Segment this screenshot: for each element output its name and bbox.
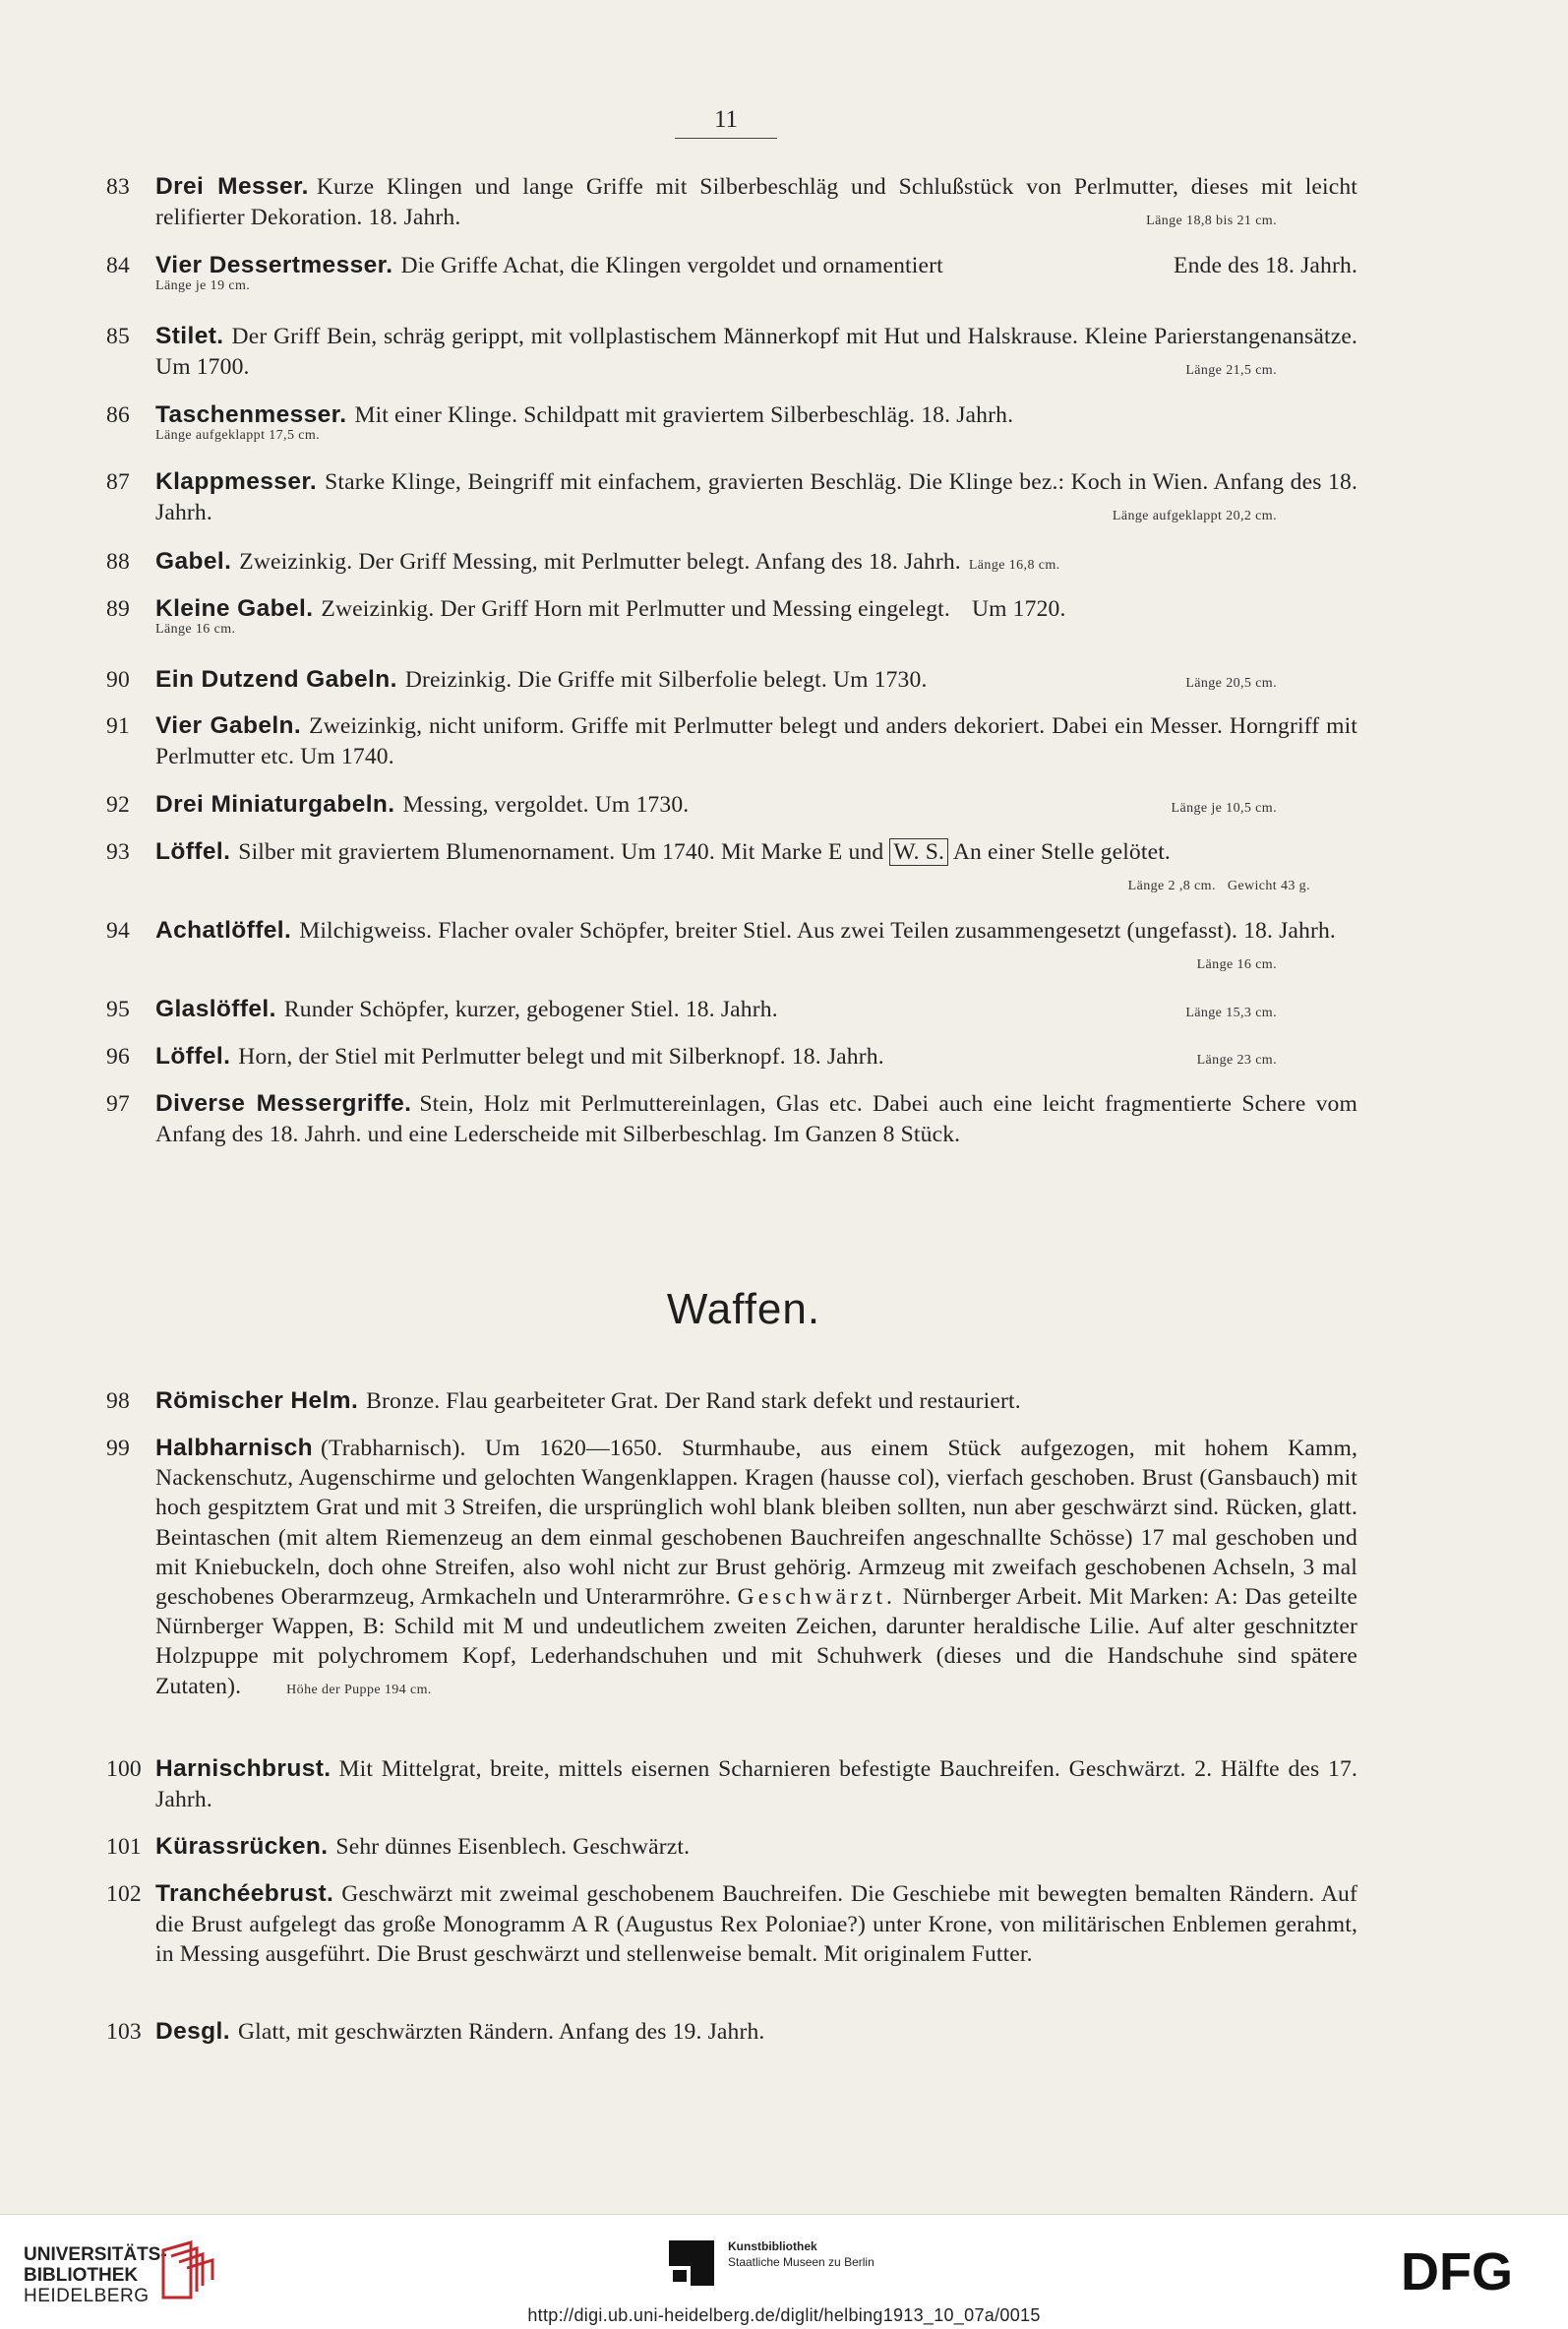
entry-measure: Länge 16 cm. [155,621,236,637]
entry-emphasis: Geschwärzt. [737,1584,896,1611]
catalog-entry [106,251,1357,295]
entry-number: 84 [106,253,130,278]
entry-title: Stilet. [155,323,224,349]
entry-measure: Höhe der Puppe 194 cm. [286,1682,432,1697]
ub-line-2: BIBLIOTHEK [24,2265,139,2286]
catalog-entry [106,711,1357,771]
entry-number: 95 [106,997,130,1022]
entry-measure: Länge 21,5 cm. [1185,362,1277,378]
entry-text: Glatt, mit geschwärzten Rändern. Anfang des 19. Jahrh. [237,2019,765,2045]
entry-title: Halbharnisch [155,1435,314,1461]
ub-line-3: HEIDELBERG [24,2286,150,2306]
entry-number: 92 [106,792,130,818]
entry-number: 85 [106,324,130,349]
entry-title: Achatlöffel. [155,917,292,944]
permalink-url[interactable]: http://digi.ub.uni-heidelberg.de/diglit/helbing1913_10_07a/0015 [527,2305,1041,2325]
catalog-entry [106,1434,1357,1705]
entry-number: 102 [106,1881,142,1907]
entry-title: Löffel. [155,838,231,865]
entry-text: Zweizinkig, nicht uniform. Griffe mit Perlmutter belegt und anders dekoriert. Dabei ein Messer. Horngriff mit Perlmutter etc. Um 1740. [155,713,1358,769]
entry-text: Starke Klinge, Beingriff mit einfachem, gravierten Beschläg. Die Klinge bez.: Koch in Wien. Anfang des 18. Jahrh. [155,469,1357,525]
catalog-entry [106,1089,1357,1149]
entry-title: Diverse Messergriffe. [155,1090,412,1117]
kunstbibliothek-wordmark [728,2238,874,2270]
entry-weight: Gewicht 43 g. [1227,878,1310,893]
entry-measure: Länge 18,8 bis 21 cm. [1146,213,1277,228]
kb-line-1: Kunstbibliothek [728,2239,817,2253]
entry-measure: Länge 16,8 cm. [968,558,1060,573]
entry-number: 98 [106,1388,130,1414]
entry-text: Geschwärzt mit zweimal geschobenem Bauchreifen. Die Geschiebe mit bewegten bemalten Rändern. Auf die Brust aufgelegt das große Monogramm A R (Augustus Rex Poloniae?) unter Krone, von militärischen Enblemen gerahmt, in Messing ausgeführt. Die Brust geschwärzt und stellenweise bemalt. Mit originalem Futter. [155,1881,1357,1967]
entry-text: Mit Mittelgrat, breite, mittels eisernen Scharnieren befestigte Bauchreifen. Geschwärzt. 2. Hälfte des 17. Jahrh. [155,1756,1357,1812]
entry-date: Ende des 18. Jahrh. [1174,253,1357,278]
entry-text: Nürnberger Arbeit. Mit Marken: A: Das geteilte Nürnberger Wappen, B: Schild mit M und undeutlichem zweiten Zeichen, darunter heraldische Lilie. Auf alter geschnitzter Holzpuppe mit polychromem Kopf, Lederhandschuhen und mit Schuhwerk (dieses und die Handschuhe sind spätere Zutaten). [155,1584,1357,1699]
entry-number: 100 [106,1756,142,1782]
kb-line-2: Staatliche Museen zu Berlin [728,2255,874,2269]
entry-text: Zweizinkig. Der Griff Horn mit Perlmutter und Messing eingelegt. [321,596,950,622]
catalog-entry [106,916,1357,980]
entry-title: Taschenmesser. [155,401,347,428]
entry-text: (Trabharnisch). Um 1620—1650. Sturmhaube, aus einem Stück aufgezogen, mit hohem Kamm, Nackenschutz, Augenschirme und gelochten Wangenklappen. Kragen (hausse col), vierfach geschoben. Brust (Gansbauch) mit hoch gespitztem Grat und mit 3 Streifen, die ursprünglich wohl blank bleiben sollten, nun aber geschwärzt sind. Rücken, glatt. Beintaschen (mit altem Riemenzeug an dem einmal geschobenen Bauchreifen angeschnallte Schösse) 17 mal geschoben und mit Kniebuckeln, doch ohne Streifen, also wohl nicht zur Brust gehörig. Armzeug mit zweifach geschobenen Achseln, 3 mal geschobenes Oberarmzeug, Armkacheln und Unterarmröhre. [155,1436,1357,1611]
entry-title: Harnischbrust. [155,1755,332,1782]
entry-number: 89 [106,596,130,622]
entry-title: Vier Gabeln. [155,712,302,739]
entry-text: Dreizinkig. Die Griffe mit Silberfolie belegt. Um 1730. [404,667,928,693]
entry-text: Messing, vergoldet. Um 1730. [402,792,690,818]
entry-measure: Länge 20,5 cm. [1185,676,1277,691]
ub-line-1: UNIVERSITÄTS- [24,2244,167,2265]
entry-text: An einer Stelle gelötet. [952,839,1171,865]
entry-text: Sehr dünnes Eisenblech. Geschwärzt. [335,1834,691,1860]
catalog-entry [106,1879,1357,1970]
catalog-entry [106,467,1357,531]
entry-number: 101 [106,1834,142,1860]
entry-title: Drei Messer. [155,173,309,200]
catalog-entry [106,790,1357,825]
catalog-entry [106,322,1357,386]
entry-text: Kurze Klingen und lange Griffe mit Silberbeschläg und Schlußstück von Perlmutter, dieses mit leicht relifierter Dekoration. 18. Jahrh. [155,174,1357,230]
entry-text: Milchigweiss. Flacher ovaler Schöpfer, breiter Stiel. Aus zwei Teilen zusammengesetzt (ungefasst). 18. Jahrh. [299,918,1336,944]
viewer-footer [0,2214,1568,2329]
catalog-entry [106,172,1357,236]
entry-measure: Länge je 19 cm. [155,277,251,293]
entry-number: 83 [106,174,130,200]
catalog-entry [106,1754,1357,1814]
section-heading: Waffen. [666,1285,821,1333]
catalog-entry [106,1042,1357,1076]
entry-number: 87 [106,469,130,495]
entry-number: 94 [106,918,130,944]
kunstbibliothek-logo-icon[interactable] [669,2240,714,2286]
entry-title: Tranchéebrust. [155,1880,334,1907]
entry-measure: Länge aufgeklappt 17,5 cm. [155,427,321,443]
entry-date: Um 1720. [971,596,1066,622]
maker-mark: W. S. [889,838,948,866]
dfg-logo-icon[interactable] [1401,2244,1548,2296]
entry-number: 93 [106,839,130,865]
entry-measure: Länge aufgeklappt 20,2 cm. [1112,508,1277,523]
entry-number: 91 [106,713,130,739]
entry-number: 86 [106,402,130,428]
entry-text: Die Griffe Achat, die Klingen vergoldet und ornamentiert [400,253,943,278]
entry-title: Kleine Gabel. [155,595,314,622]
entry-text: Der Griff Bein, schräg gerippt, mit vollplastischem Männerkopf mit Hut und Halskrause. Kleine Parierstangenansätze. Um 1700. [155,324,1357,380]
entry-number: 88 [106,549,130,575]
ub-heidelberg-logo-icon[interactable] [157,2238,220,2301]
entry-text: Zweizinkig. Der Griff Messing, mit Perlmutter belegt. Anfang des 18. Jahrh. [239,549,961,575]
entry-title: Drei Miniaturgabeln. [155,791,395,818]
catalog-entry [106,1832,1357,1863]
entry-text: Mit einer Klinge. Schildpatt mit graviertem Silberbeschläg. 18. Jahrh. [354,402,1014,428]
entry-measure: Länge 23 cm. [1196,1053,1277,1068]
catalog-entry [106,1386,1357,1417]
entry-measure: Länge je 10,5 cm. [1171,801,1277,816]
ub-heidelberg-wordmark[interactable] [24,2244,167,2306]
entry-measure: Länge 16 cm. [1196,956,1277,972]
entry-title: Glaslöffel. [155,996,276,1022]
entry-text: Horn, der Stiel mit Perlmutter belegt und mit Silberknopf. 18. Jahrh. [238,1044,884,1070]
catalog-entry [106,837,1357,901]
entry-number: 103 [106,2019,142,2045]
catalog-entry [106,2017,1357,2048]
entry-title: Klappmesser. [155,468,318,495]
entry-measure: Länge 2 ,8 cm. [1127,878,1216,893]
entry-text: Silber mit graviertem Blumenornament. Um 1740. Mit Marke E und [238,839,884,865]
entry-title: Ein Dutzend Gabeln. [155,666,397,693]
entry-title: Desgl. [155,2018,230,2045]
entry-text: Bronze. Flau gearbeiteter Grat. Der Rand stark defekt und restauriert. [366,1388,1021,1414]
entry-measure: Länge 15,3 cm. [1185,1006,1277,1020]
entry-title: Römischer Helm. [155,1387,359,1414]
entry-title: Vier Dessertmesser. [155,252,393,278]
catalog-entry [106,594,1357,639]
entry-text: Stein, Holz mit Perlmuttereinlagen, Glas etc. Dabei auch eine leicht fragmentierte Schere vom Anfang des 18. Jahrh. und eine Lederscheide mit Silberbeschlag. Im Ganzen 8 Stück. [155,1091,1357,1147]
entry-number: 90 [106,667,130,693]
entry-title: Löffel. [155,1043,231,1070]
catalog-entry [106,547,1357,582]
entry-number: 96 [106,1044,130,1070]
entry-text: Runder Schöpfer, kurzer, gebogener Stiel. 18. Jahrh. [283,997,778,1022]
catalog-entry [106,995,1357,1029]
entry-number: 99 [106,1436,130,1461]
entry-title: Gabel. [155,548,232,575]
catalog-entry [106,400,1357,445]
entry-title: Kürassrücken. [155,1833,329,1860]
page-number: 11 [675,106,777,139]
dfg-wordmark: DFG [1401,2244,1513,2296]
entry-number: 97 [106,1091,130,1117]
catalog-entry [106,665,1357,700]
